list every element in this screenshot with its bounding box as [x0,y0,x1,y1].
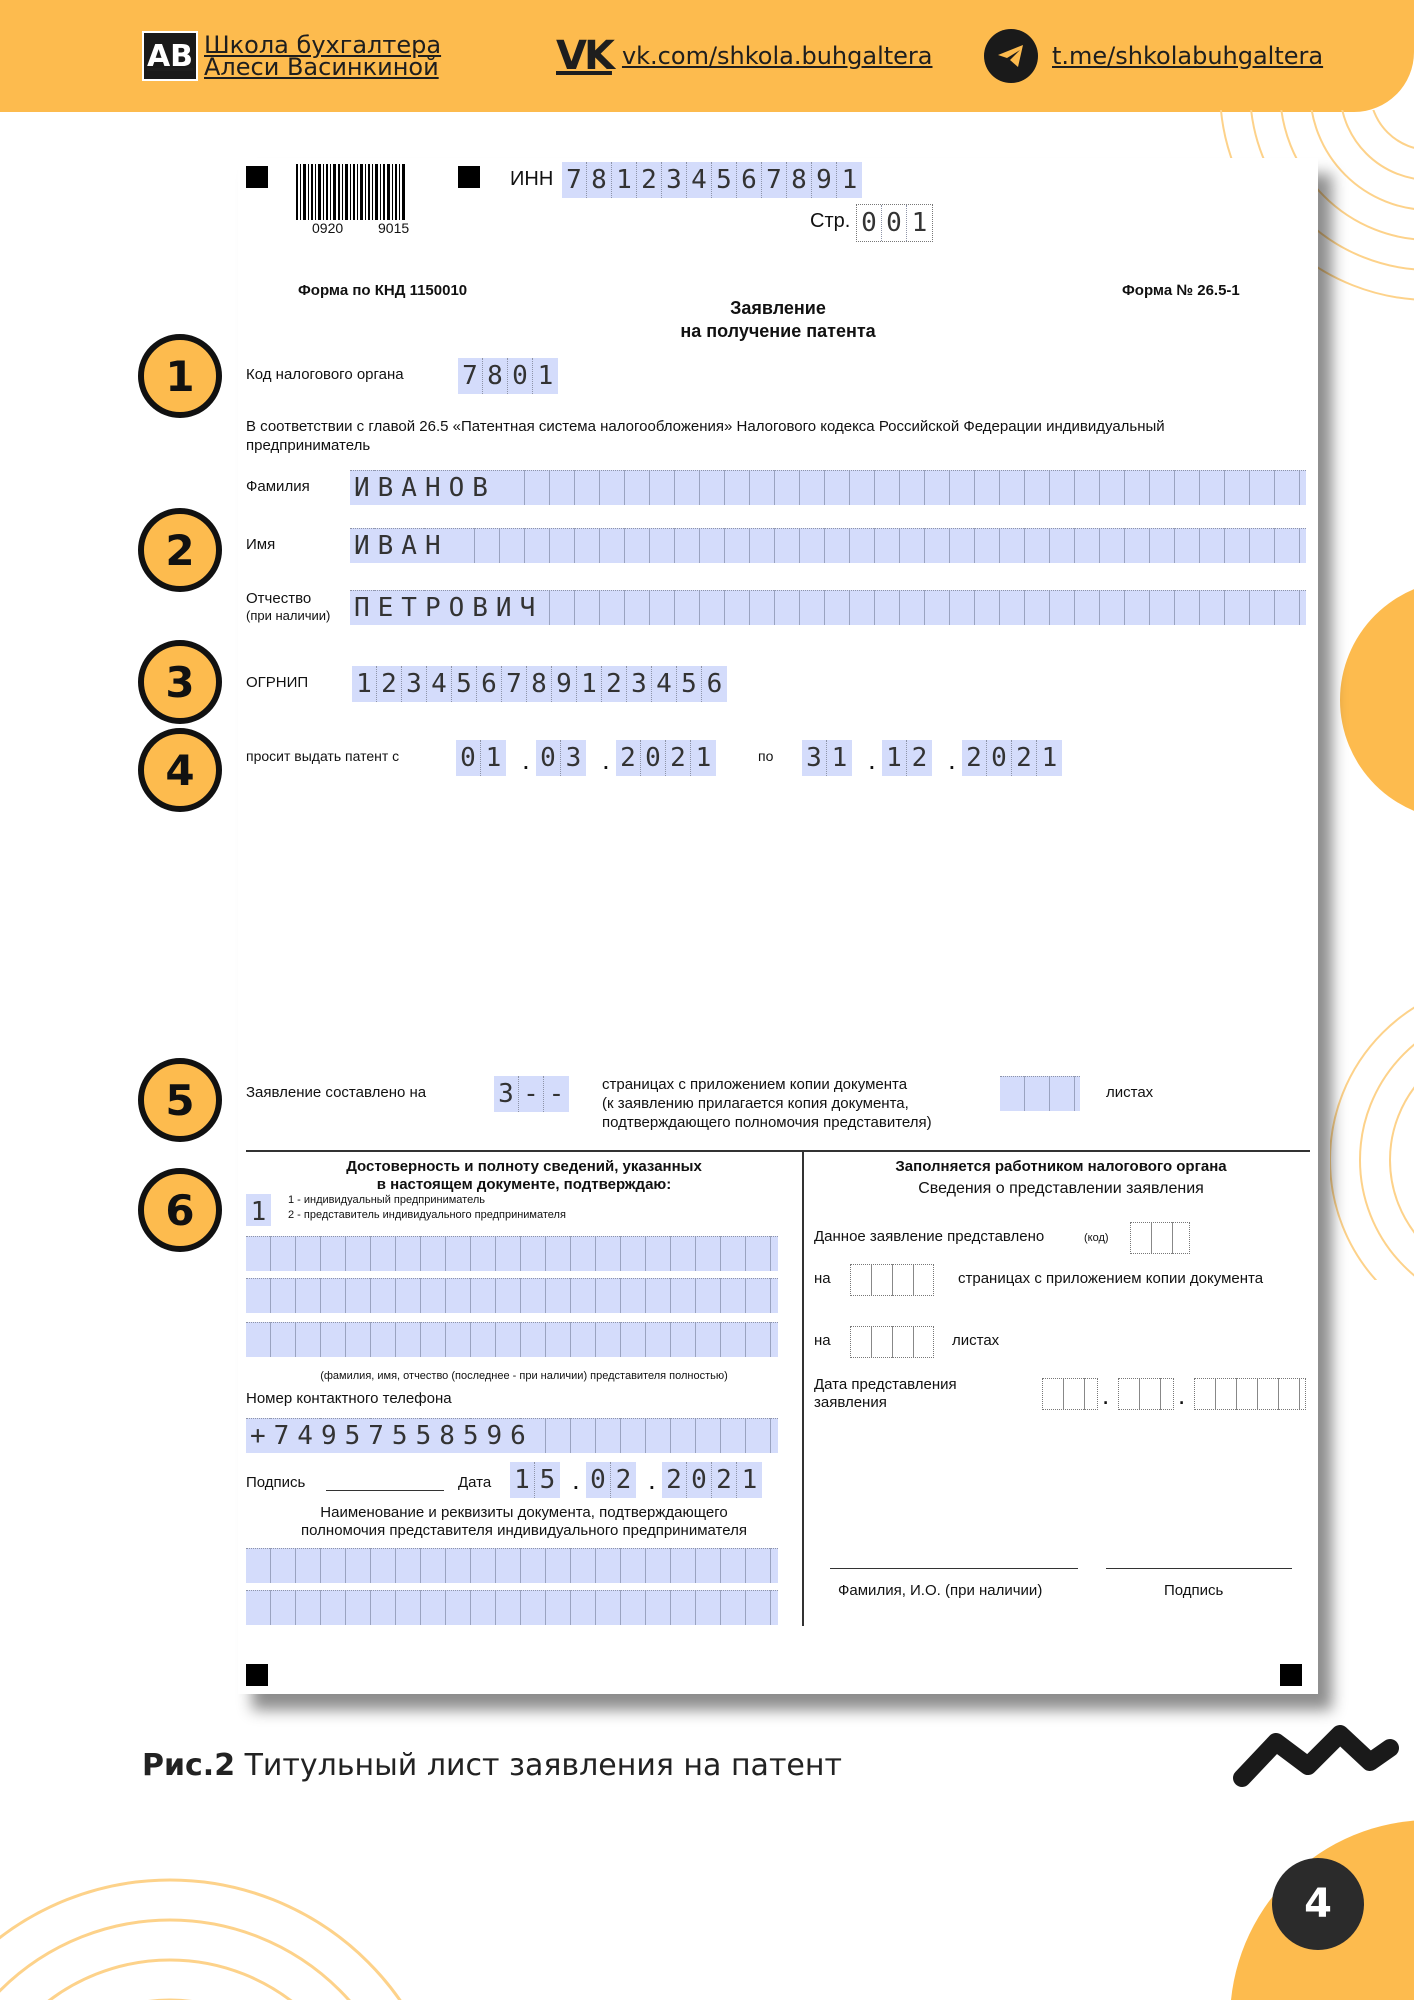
sign-label: Подпись [246,1474,306,1491]
school-name-line1: Школа бухгалтера [204,31,442,59]
digit-cell: 1 [882,740,907,776]
officer-name-label: Фамилия, И.О. (при наличии) [838,1582,1043,1599]
sheets-field [1000,1076,1080,1111]
zigzag-icon [1228,1712,1402,1792]
digit-cell: 6 [477,666,502,702]
inn-label: ИНН [510,168,554,190]
digit-cell: 1 [250,1197,267,1227]
form-title-line1: Заявление [730,298,826,318]
digit-cell: 0 [641,740,666,776]
corner-marker [246,166,268,188]
digit-cell: 1 [911,208,928,238]
signer-option-2: 2 - представитель индивидуального предпринимателя [288,1209,566,1221]
pages-field [494,1076,569,1112]
digit-cell: 1 [577,666,602,702]
telegram-link-text: t.me/shkolabuhgaltera [1052,42,1324,70]
ogrnip-label: ОГРНИП [246,674,309,691]
digit-cell: 7 [458,358,483,394]
digit-cell: 3 [402,666,427,702]
officer-sheets-label: листах [952,1332,1000,1349]
pages-text-3: подтверждающего полномочия представителя) [602,1114,932,1131]
date-dot: . [522,744,530,775]
submission-code-field [1130,1222,1190,1254]
rep-name-line-2 [246,1278,778,1313]
digit-cell: 2 [911,743,928,773]
digit-cell: 5 [677,666,702,702]
digit-cell: 2 [637,162,662,198]
barcode-number-right: 9015 [378,220,410,236]
digit-cell: 3 [802,740,827,776]
patronymic-label: Отчество [246,590,312,607]
patent-application-form [238,158,1318,1694]
confirm-title-2: в настоящем документе, подтверждаю: [376,1176,672,1193]
submission-day-field [1042,1378,1098,1410]
rep-name-line-1 [246,1236,778,1271]
digit-cell: 2 [1012,740,1037,776]
phone-label: Номер контактного телефона [246,1390,452,1407]
date-dot: . [572,1464,580,1495]
signer-option-1: 1 - индивидуальный предприниматель [288,1194,485,1206]
submission-date-label-1: Дата представления [814,1376,957,1393]
officer-pages-text: страницах с приложением копии документа [958,1270,1264,1287]
digit-cell: 1 [485,743,502,773]
surname-value: ИВАНОВ [354,471,500,505]
date-dot: . [648,1464,656,1495]
officer-on-label: на [814,1332,831,1349]
digit-cell: 2 [662,1462,687,1498]
page-number-field [856,204,933,242]
name-label: Имя [246,536,276,553]
caption-bold: Рис.2 [142,1748,236,1783]
digit-cell: 2 [962,740,987,776]
school-logo-icon: АВ [142,31,198,81]
to-label: по [758,748,774,764]
caption-text: Титульный лист заявления на патент [235,1748,842,1783]
digit-cell: 1 [695,743,712,773]
digit-cell: 2 [712,1462,737,1498]
digit-cell: 1 [352,666,377,702]
digit-cell: 4 [652,666,677,702]
digit-cell: 1 [510,1462,535,1498]
form-title-line2: на получение патента [680,321,876,341]
officer-sign-label: Подпись [1164,1582,1224,1599]
sign-month-field [586,1462,636,1498]
doc-line-2 [246,1590,778,1625]
digit-cell: 8 [787,162,812,198]
sheets-label: листах [1106,1084,1154,1101]
digit-cell: 5 [539,1465,556,1495]
digit-cell: 5 [452,666,477,702]
intro-line1: В соответствии с главой 26.5 «Патентная система налогообложения» Налогового кодекса Российской Федерации индивидуальный [246,418,1165,435]
phone-value: +74957558596 [250,1419,538,1453]
header-bar [0,0,1414,112]
digit-cell: - [548,1079,565,1109]
submission-year-field [1194,1378,1306,1410]
doc-line-1 [246,1548,778,1583]
digit-cell: 2 [666,740,691,776]
callout-badge-5: 5 [138,1058,222,1142]
digit-cell: 6 [737,162,762,198]
page-label: Стр. [810,210,851,232]
section-divider [246,1150,1310,1152]
code-label: (код) [1084,1232,1109,1244]
digit-cell: 1 [612,162,637,198]
doc-title-2: полномочия представителя индивидуального предпринимателя [301,1522,747,1539]
submitted-label: Данное заявление представлено [814,1228,1045,1245]
column-divider [802,1152,804,1626]
patronymic-field [350,590,1306,625]
digit-cell: 3 [565,743,582,773]
school-name-line2: Алеси Васинкиной [204,53,439,81]
decor-arcs-bottom-left [0,1840,520,2000]
officer-pages-field [850,1264,934,1296]
telegram-icon [984,29,1038,83]
signer-code-field [246,1194,271,1226]
officer-title: Заполняется работником налогового органа [895,1158,1227,1175]
corner-marker [458,166,480,188]
signature-line [326,1490,444,1491]
digit-cell: 0 [987,740,1012,776]
inn-field [562,162,862,198]
officer-sign-line [1106,1568,1292,1569]
rep-name-note: (фамилия, имя, отчество (последнее - при наличии) представителя полностью) [320,1370,728,1382]
digit-cell: 1 [841,165,858,195]
submission-date-label-2: заявления [814,1394,887,1411]
digit-cell: 9 [552,666,577,702]
digit-cell: 2 [616,740,641,776]
digit-cell: 0 [857,205,882,241]
intro-line2: предприниматель [246,437,371,454]
digit-cell: 0 [456,740,481,776]
surname-label: Фамилия [246,478,310,495]
vk-link-text: vk.com/shkola.buhgaltera [621,42,933,70]
callout-badge-4: 4 [138,728,222,812]
digit-cell: 2 [377,666,402,702]
tax-code-label: Код налогового органа [246,366,404,383]
pages-label: Заявление составлено на [246,1084,427,1101]
corner-marker [246,1664,268,1686]
callout-badge-2: 2 [138,508,222,592]
digit-cell: 0 [882,205,907,241]
digit-cell: 7 [502,666,527,702]
officer-subtitle: Сведения о представлении заявления [918,1180,1204,1197]
date-dot: . [602,744,610,775]
decor-arcs-right [1330,780,1414,1280]
confirm-title-1: Достоверность и полноту сведений, указанных [346,1158,702,1175]
corner-marker [1280,1664,1302,1686]
doc-title-1: Наименование и реквизиты документа, подтверждающего [320,1504,728,1521]
from-month-field [536,740,586,776]
school-logo-link[interactable] [142,0,441,112]
digit-cell: 7 [562,162,587,198]
digit-cell: 7 [762,162,787,198]
from-year-field [616,740,716,776]
to-month-field [882,740,932,776]
page-number-badge: 4 [1272,1858,1364,1950]
digit-cell: 1 [741,1465,758,1495]
barcode-icon [296,164,406,220]
to-day-field [802,740,852,776]
figure-caption [142,1748,842,1783]
knd-label: Форма по КНД 1150010 [298,282,468,299]
period-label: просит выдать патент с [246,748,400,764]
date-dot: . [1178,1380,1186,1410]
barcode-number-left: 0920 [312,220,344,236]
sign-day-field [510,1462,560,1498]
digit-cell: 4 [687,162,712,198]
to-year-field [962,740,1062,776]
form-number: Форма № 26.5-1 [1122,282,1240,299]
date-dot: . [868,744,876,775]
callout-badge-6: 6 [138,1168,222,1252]
digit-cell: 8 [587,162,612,198]
callout-badge-1: 1 [138,334,222,418]
digit-cell: 0 [508,358,533,394]
digit-cell: 1 [1041,743,1058,773]
from-day-field [456,740,506,776]
digit-cell: 5 [712,162,737,198]
digit-cell: 3 [627,666,652,702]
date-dot: . [1102,1380,1110,1410]
date-label: Дата [458,1474,492,1491]
surname-field [350,470,1306,505]
digit-cell: 0 [687,1462,712,1498]
callout-badge-3: 3 [138,640,222,724]
digit-cell: 4 [427,666,452,702]
ogrnip-field [352,666,727,702]
name-field [350,528,1306,563]
digit-cell: 6 [706,669,723,699]
patronymic-value: ПЕТРОВИЧ [354,591,547,625]
officer-sheets-field [850,1326,934,1358]
digit-cell: - [519,1076,544,1112]
patronymic-note: (при наличии) [246,608,331,623]
tax-code-field [458,358,558,394]
officer-name-line [830,1568,1078,1569]
submission-month-field [1118,1378,1174,1410]
date-dot: . [948,744,956,775]
name-value: ИВАН [354,529,453,563]
sign-year-field [662,1462,762,1498]
vk-icon: VK [556,33,612,79]
telegram-link[interactable] [984,0,1323,112]
digit-cell: 3 [662,162,687,198]
digit-cell: 9 [812,162,837,198]
digit-cell: 1 [831,743,848,773]
digit-cell: 8 [527,666,552,702]
on-label: на [814,1270,831,1287]
digit-cell: 8 [483,358,508,394]
rep-name-line-3 [246,1322,778,1357]
digit-cell: 0 [536,740,561,776]
digit-cell: 2 [602,666,627,702]
digit-cell: 3 [494,1076,519,1112]
pages-text-1: страницах с приложением копии документа [602,1076,908,1093]
phone-field [246,1418,778,1453]
pages-text-2: (к заявлению прилагается копия документа, [602,1095,909,1112]
digit-cell: 0 [586,1462,611,1498]
vk-link[interactable] [556,0,933,112]
digit-cell: 2 [615,1465,632,1495]
digit-cell: 1 [537,361,554,391]
